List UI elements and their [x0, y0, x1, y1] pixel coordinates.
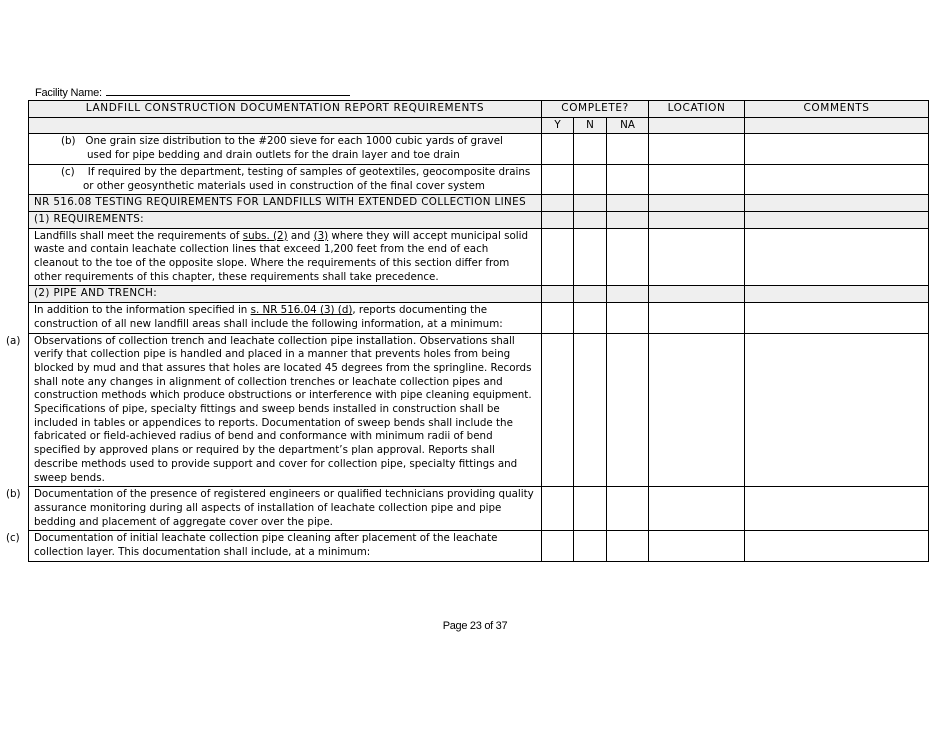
- requirement-line: [61, 135, 536, 149]
- subheader-blank: [29, 117, 542, 134]
- comments-cell[interactable]: [745, 531, 929, 561]
- comments-cell[interactable]: [745, 134, 929, 164]
- check-yes[interactable]: [542, 134, 574, 164]
- check-no[interactable]: [574, 487, 607, 531]
- location-cell[interactable]: [649, 531, 745, 561]
- check-yes[interactable]: [542, 303, 574, 333]
- check-na[interactable]: [607, 134, 649, 164]
- check-yes[interactable]: [542, 487, 574, 531]
- facility-name-field: [35, 86, 350, 99]
- check-no[interactable]: [574, 303, 607, 333]
- requirements-table: [6, 100, 929, 562]
- subheader-comments-blank: [745, 117, 929, 134]
- header-comments: COMMENTS: [745, 101, 929, 118]
- subsection-row: [29, 286, 929, 303]
- check-no[interactable]: [574, 333, 607, 487]
- requirement-text: Documentation of the presence of registered engineers or qualified technicians providing quality assurance monitoring during all aspects of installation of leachate collection pipe and pipe bedding and placement of aggregate cover over the pipe.: [34, 488, 534, 528]
- header-location: LOCATION: [649, 101, 745, 118]
- check-yes[interactable]: [542, 228, 574, 286]
- requirement-text: Documentation of initial leachate collection pipe cleaning after placement of the leachate collection layer. This documentation shall include, at a minimum:: [34, 532, 498, 559]
- comments-cell[interactable]: [745, 228, 929, 286]
- check-no[interactable]: [574, 531, 607, 561]
- nr-516-04-link[interactable]: s. NR 516.04 (3) (d): [250, 304, 353, 317]
- requirement-cell: [29, 134, 542, 164]
- requirement-cell: [29, 164, 542, 194]
- subheader-na: NA: [607, 117, 649, 134]
- location-cell[interactable]: [649, 333, 745, 487]
- location-cell[interactable]: [649, 303, 745, 333]
- item-label: (b): [61, 135, 76, 148]
- table-row: [29, 164, 929, 194]
- check-na[interactable]: [607, 303, 649, 333]
- table-row: [29, 228, 929, 286]
- check-na[interactable]: [607, 487, 649, 531]
- check-na[interactable]: [607, 228, 649, 286]
- requirement-line: or other geosynthetic materials used in construction of the final cover system: [83, 179, 485, 192]
- check-yes[interactable]: [542, 333, 574, 487]
- requirement-line: [61, 166, 536, 180]
- subs-3-link[interactable]: (3): [313, 229, 329, 242]
- location-cell[interactable]: [649, 487, 745, 531]
- subheader-location-blank: [649, 117, 745, 134]
- subsection-row: [29, 211, 929, 228]
- section-row: [29, 195, 929, 212]
- requirement-cell: [6, 333, 542, 487]
- table-row: [29, 303, 929, 333]
- requirement-text: One grain size distribution to the #200 sieve for each 1000 cubic yards of gravel: [85, 135, 503, 148]
- item-label: (a): [6, 334, 21, 347]
- check-yes[interactable]: [542, 164, 574, 194]
- subs-2-link[interactable]: subs. (2): [242, 229, 288, 242]
- comments-cell[interactable]: [745, 164, 929, 194]
- requirement-text: Observations of collection trench and leachate collection pipe installation. Observations shall verify that collection pipe is handled and placed in a manner that prevents holes from being blocked by mud and that assures that holes are located 45 degrees from the springline. Records shall note any changes in alignment of collection trenches or leachate collection pipes and construction methods which produce obstructions or interference with pipe cleaning equipment. Specifications of pipe, specialty fittings and sweep bends installed in construction shall be included in tables or appendices to reports. Documentation of sweep bends shall include the fabricated or field-achieved radius of bend and conformance with minimum radii of bend specified by approved plans or required by the department’s plan approval. Reports shall describe methods used to provide support and cover for collection pipe, specialty fittings and sweep bends.: [34, 334, 532, 484]
- comments-cell[interactable]: [745, 303, 929, 333]
- facility-name-label: Facility Name:: [35, 87, 102, 99]
- check-na[interactable]: [607, 531, 649, 561]
- location-cell[interactable]: [649, 164, 745, 194]
- check-no[interactable]: [574, 228, 607, 286]
- location-cell[interactable]: [649, 134, 745, 164]
- table-subheader-row: [29, 117, 929, 134]
- check-na[interactable]: [607, 164, 649, 194]
- header-requirements: LANDFILL CONSTRUCTION DOCUMENTATION REPORT REQUIREMENTS: [29, 101, 542, 118]
- requirement-cell: [6, 531, 542, 561]
- item-label: (c): [61, 165, 75, 178]
- check-yes[interactable]: [542, 531, 574, 561]
- location-cell[interactable]: [649, 228, 745, 286]
- requirement-text: If required by the department, testing of samples of geotextiles, geocomposite drains: [87, 165, 531, 178]
- section-title: NR 516.08 TESTING REQUIREMENTS FOR LANDFILLS WITH EXTENDED COLLECTION LINES: [29, 195, 542, 212]
- comments-cell[interactable]: [745, 333, 929, 487]
- table-row: [29, 487, 929, 531]
- check-no[interactable]: [574, 134, 607, 164]
- check-na[interactable]: [607, 333, 649, 487]
- subheader-yes: Y: [542, 117, 574, 134]
- table-row: [29, 333, 929, 487]
- item-label: (b): [6, 488, 21, 501]
- header-complete: COMPLETE?: [542, 101, 649, 118]
- subheader-no: N: [574, 117, 607, 134]
- table-row: [29, 134, 929, 164]
- pipe-trench-heading: (2) PIPE AND TRENCH:: [29, 286, 542, 303]
- requirement-cell: [6, 487, 542, 531]
- requirement-cell: In addition to the information specified in s. NR 516.04 (3) (d), reports documenting the construction of all new landfill areas shall include the following information, at a minimum:: [29, 303, 542, 333]
- requirements-heading: (1) REQUIREMENTS:: [29, 211, 542, 228]
- page-number: Page 23 of 37: [442, 620, 508, 632]
- facility-name-blank[interactable]: [106, 86, 350, 96]
- requirement-cell: Landfills shall meet the requirements of subs. (2) and (3) where they will accept municipal solid waste and contain leachate collection lines that exceed 1,200 feet from the end of each cleanout to the toe of the opposite slope. Where the requirements of this section differ from other requirements of this chapter, these requirements shall take precedence.: [29, 228, 542, 286]
- requirement-line: used for pipe bedding and drain outlets for the drain layer and toe drain: [87, 149, 460, 162]
- table-header-row: [29, 101, 929, 118]
- item-label: (c): [6, 532, 20, 545]
- table-row: [29, 531, 929, 561]
- check-no[interactable]: [574, 164, 607, 194]
- comments-cell[interactable]: [745, 487, 929, 531]
